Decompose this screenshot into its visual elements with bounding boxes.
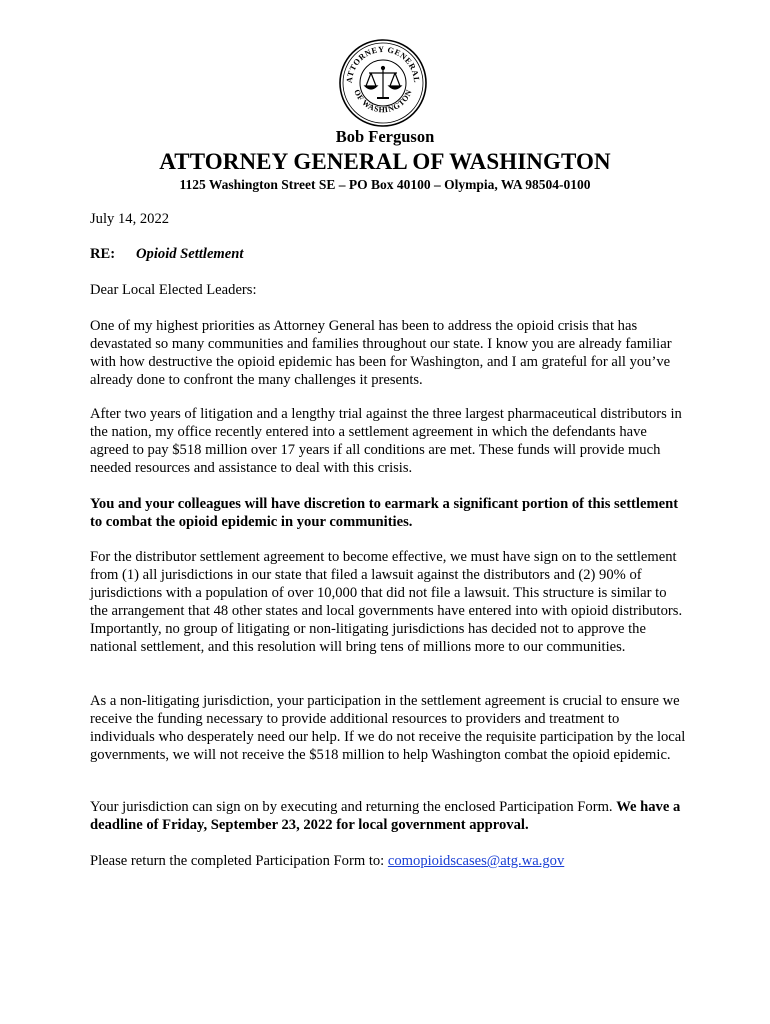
paragraph-sign-on-requirements: For the distributor settlement agreement to become effective, we must have sign on to the settlement from (1) all jurisdictions in our state that filed a lawsuit against the distributors and (2) 90% of jurisdictions with a population of over 10,000 that did not file a lawsuit. This structure is similar to the arrangement that 48 other states and local governments have entered into with opioid distributors. Importantly, no group of litigating or non-litigating jurisdictions has decided not to approve the national settlement, and this resolution will bring tens of millions more to our communities. (90, 549, 683, 655)
return-instructions: Please return the completed Participation Form to: (90, 853, 388, 869)
re-line (90, 245, 686, 263)
seal-upper-text: ATTORNEY GENERAL (344, 44, 422, 84)
letterhead-name: Bob Ferguson (335, 127, 435, 146)
re-label: RE: (90, 246, 116, 262)
letterhead-address: 1125 Washington Street SE – PO Box 40100 – Olympia, WA 98504-0100 (179, 177, 591, 192)
deadline-intro: Your jurisdiction can sign on by executing and returning the enclosed Participation Form. (90, 799, 617, 815)
email-link[interactable]: comopioidscases@atg.wa.gov (387, 853, 565, 869)
paragraph-priorities: One of my highest priorities as Attorney General has been to address the opioid crisis that has devastated so many communities and families throughout our state. I know you are already familiar with how destructive the opioid epidemic has been for Washington, and I am grateful for all you’ve already done to confront the many challenges it presents. (90, 318, 672, 388)
paragraph-deadline (90, 798, 686, 834)
seal-lower-text: OF WASHINGTON (352, 88, 414, 115)
paragraph-participation: As a non-litigating jurisdiction, your participation in the settlement agreement is crucial to ensure we receive the funding necessary to provide additional resources to providers and treatment to individuals who desperately need our help. If we do not receive the requisite participation by the local governments, we will not receive the $518 million to help Washington combat the opioid epidemic. (90, 693, 686, 763)
attorney-general-seal (338, 38, 428, 128)
letterhead-office: ATTORNEY GENERAL OF WASHINGTON (159, 149, 611, 174)
re-subject: Opioid Settlement (136, 246, 244, 262)
paragraph-discretion: You and your colleagues will have discretion to earmark a significant portion of this settlement to combat the opioid epidemic in your communities. (90, 496, 679, 530)
scales-of-justice-icon (365, 67, 401, 99)
salutation: Dear Local Elected Leaders: (90, 282, 257, 298)
letter-date: July 14, 2022 (90, 211, 170, 227)
deadline-text: We have a deadline of Friday, September 23, 2022 for local government approval. (90, 799, 681, 833)
paragraph-return-form (90, 852, 686, 870)
paragraph-litigation: After two years of litigation and a lengthy trial against the three largest pharmaceutical distributors in the nation, my office recently entered into a settlement agreement in which the defendants have agreed to pay $518 million over 17 years if all conditions are met. These funds will provide much needed resources and assistance to deal with this crisis. (90, 406, 682, 476)
